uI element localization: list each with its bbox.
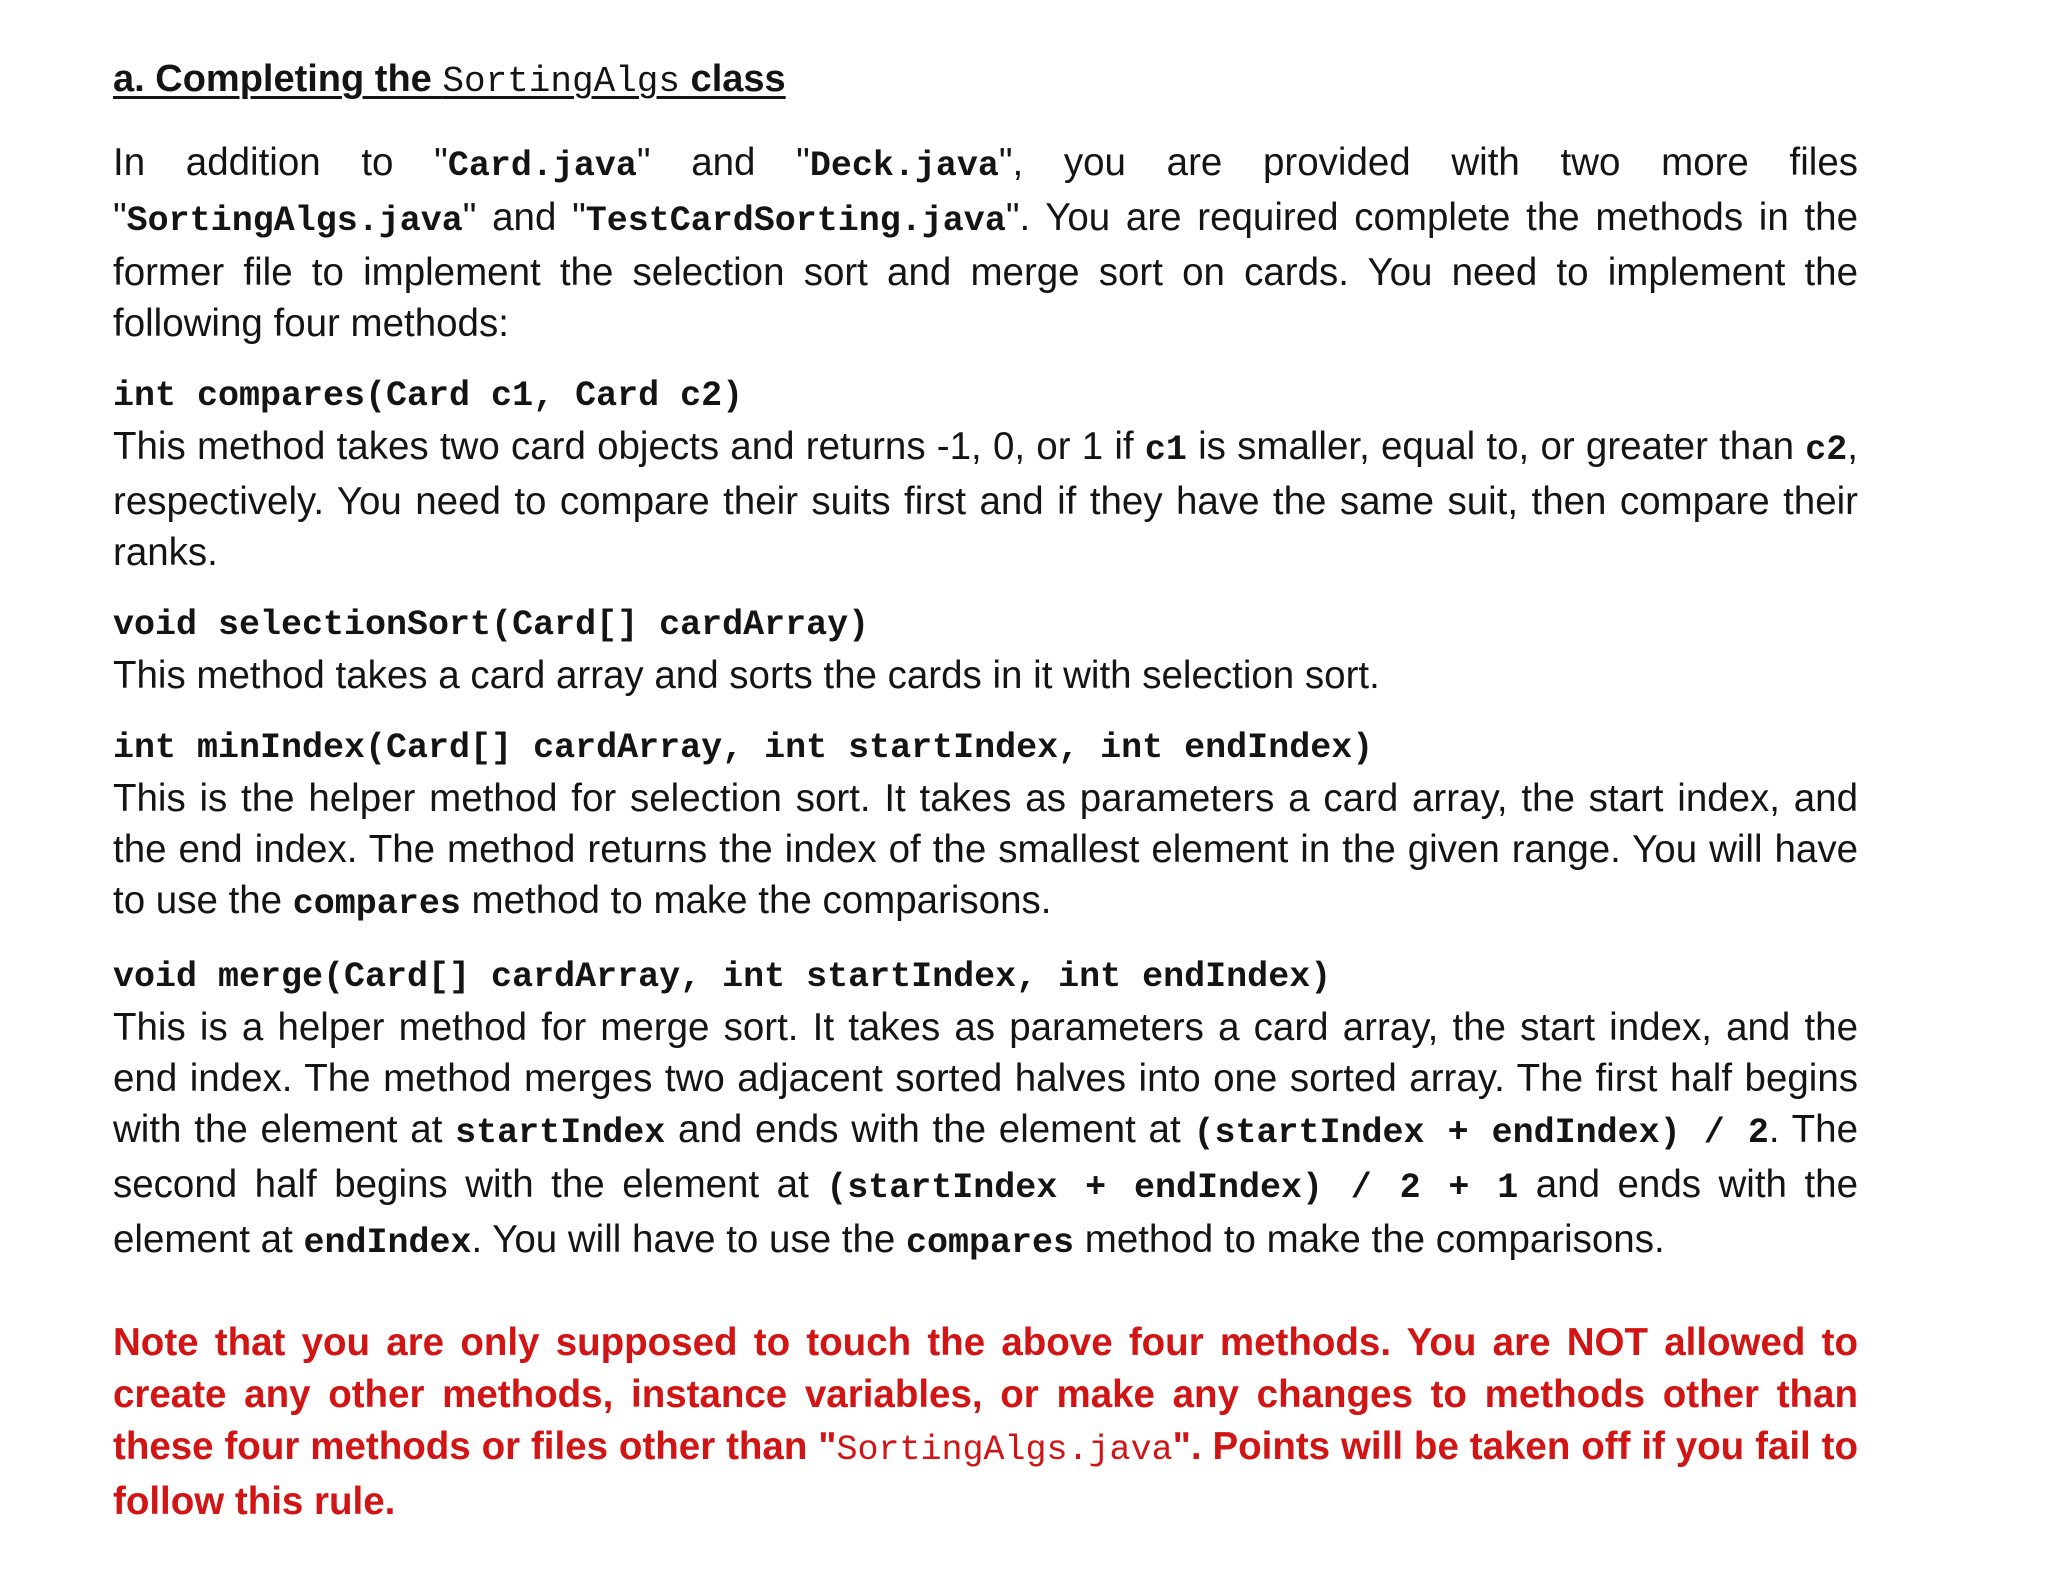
method-compares: [113, 371, 1858, 578]
section-heading: [113, 50, 1858, 111]
inline-code: endIndex: [303, 1223, 472, 1263]
desc-text: . The second half begins with the element at: [113, 1108, 1858, 1206]
inline-code: (startIndex + endIndex) / 2: [1193, 1113, 1769, 1153]
file-name-sortingalgs: SortingAlgs.java: [126, 201, 463, 241]
inline-code: compares: [292, 884, 461, 924]
intro-text-5: ". You are required complete the methods in the former file to implement the selection sort and merge sort on cards. You need to implement the following four methods:: [113, 196, 1858, 345]
file-name-testcardsorting: TestCardSorting.java: [585, 201, 1006, 241]
method-merge: [113, 952, 1858, 1269]
method-description: [113, 1002, 1858, 1269]
desc-text: This method takes a card array and sorts the cards in it with selection sort.: [113, 654, 1380, 697]
method-selection-sort: [113, 600, 1858, 701]
note-text-2: ". Points will be taken off if you fail to follow this rule.: [113, 1425, 1858, 1523]
intro-text-4: " and ": [462, 196, 586, 239]
heading-prefix: a. Completing the: [113, 58, 443, 100]
note-text-1: Note that you are only supposed to touch the above four methods. You are NOT allowed to create any other methods, instance variables, or make any changes to methods other than these four methods or files other than ": [113, 1321, 1858, 1468]
method-description: [113, 773, 1858, 930]
desc-text: This method takes two card objects and returns -1, 0, or 1 if: [113, 425, 1145, 468]
desc-text: This is the helper method for selection sort. It takes as parameters a card array, the start index, and the end index. The method returns the index of the smallest element in the given range. You will have to use the: [113, 777, 1858, 922]
warning-note: [113, 1317, 1858, 1528]
intro-text-3: ", you are provided with two more files ": [113, 141, 1858, 239]
desc-text: method to make the comparisons.: [1074, 1218, 1665, 1261]
file-name-card: Card.java: [447, 146, 637, 186]
intro-text-1: In addition to ": [113, 141, 448, 184]
intro-text-2: " and ": [636, 141, 810, 184]
method-signature: void selectionSort(Card[] cardArray): [113, 605, 870, 645]
inline-code: compares: [906, 1223, 1075, 1263]
desc-text: . You will have to use the: [471, 1218, 907, 1261]
desc-text: and ends with the element at: [113, 1163, 1858, 1261]
method-signature: int compares(Card c1, Card c2): [113, 376, 744, 416]
desc-text: and ends with the element at: [665, 1108, 1194, 1151]
intro-paragraph: [113, 137, 1858, 349]
desc-text: method to make the comparisons.: [460, 879, 1052, 922]
file-name-deck: Deck.java: [809, 146, 999, 186]
inline-code: (startIndex + endIndex) / 2 + 1: [826, 1168, 1519, 1208]
desc-text: , respectively. You need to compare their suits first and if they have the same suit, then compare their ranks.: [113, 425, 1858, 574]
method-min-index: [113, 723, 1858, 930]
method-description: [113, 650, 1858, 701]
heading-class-name: SortingAlgs: [442, 61, 680, 102]
method-signature: void merge(Card[] cardArray, int startIndex, int endIndex): [113, 957, 1332, 997]
inline-code: c1: [1144, 430, 1187, 470]
inline-code: startIndex: [455, 1113, 666, 1153]
document-page: [113, 50, 1858, 1528]
desc-text: is smaller, equal to, or greater than: [1186, 425, 1806, 468]
note-file-name: SortingAlgs.java: [836, 1430, 1173, 1470]
method-signature: int minIndex(Card[] cardArray, int startIndex, int endIndex): [113, 728, 1374, 768]
method-description: [113, 421, 1858, 578]
inline-code: c2: [1805, 430, 1848, 470]
desc-text: This is a helper method for merge sort. It takes as parameters a card array, the start index, and the end index. The method merges two adjacent sorted halves into one sorted array. The first half begins with the element at: [113, 1006, 1858, 1151]
heading-suffix: class: [680, 58, 786, 100]
